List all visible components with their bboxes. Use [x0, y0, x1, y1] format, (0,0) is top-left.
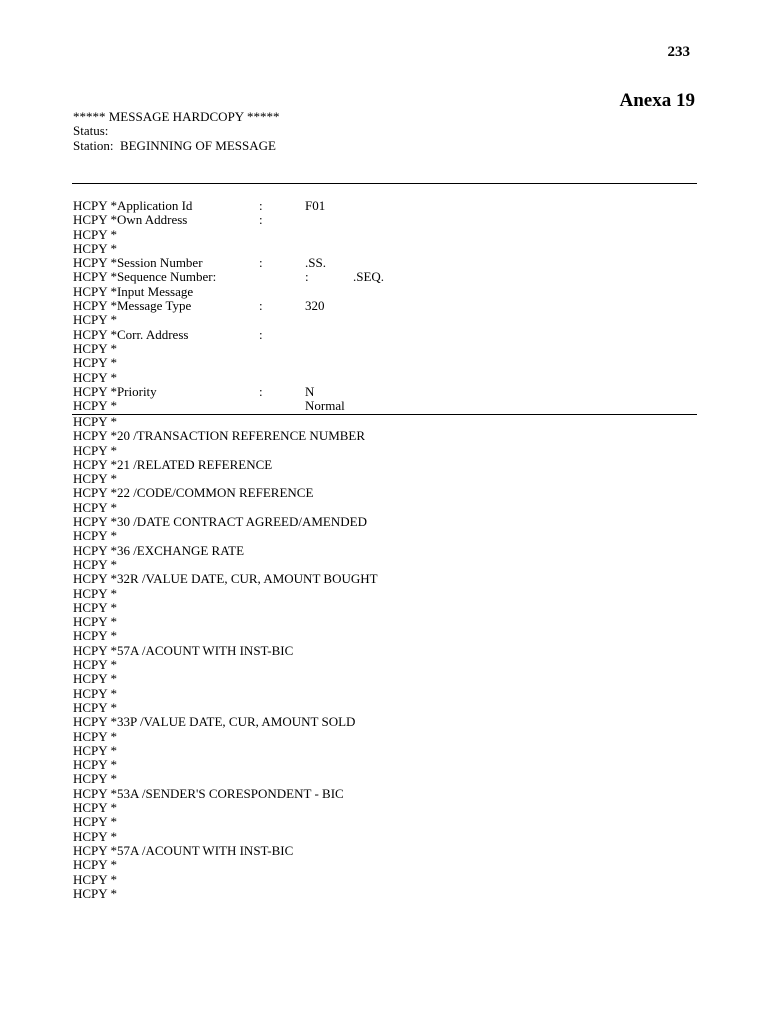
field-label: HCPY * — [73, 369, 117, 385]
field-colon: : — [259, 298, 263, 314]
station-line: Station: BEGINNING OF MESSAGE — [73, 137, 276, 153]
body-line: HCPY * — [73, 628, 117, 644]
top-divider — [72, 183, 697, 184]
field-colon: : — [259, 326, 263, 342]
body-line: HCPY * — [73, 471, 117, 487]
body-line: HCPY * — [73, 414, 117, 429]
body-line: HCPY * — [73, 528, 117, 544]
body-line: HCPY *32R /VALUE DATE, CUR, AMOUNT BOUGHT — [73, 571, 378, 587]
field-label: HCPY * — [73, 226, 117, 242]
field-value: : — [305, 269, 309, 285]
field-value-secondary: .SEQ. — [353, 269, 385, 285]
field-value: .SS. — [305, 255, 326, 271]
body-line: HCPY * — [73, 671, 117, 687]
status-line: Status: — [73, 123, 109, 139]
field-label: HCPY *Sequence Number: — [73, 269, 217, 285]
field-label: HCPY *Application Id — [73, 198, 193, 213]
field-label: HCPY *Input Message — [73, 283, 194, 299]
body-line: HCPY *30 /DATE CONTRACT AGREED/AMENDED — [73, 514, 367, 530]
field-label: HCPY *Session Number — [73, 255, 203, 271]
body-line: HCPY * — [73, 857, 117, 873]
field-value: N — [305, 383, 315, 399]
field-label: HCPY * — [73, 398, 117, 414]
body-line: HCPY * — [73, 614, 117, 630]
body-line: HCPY * — [73, 699, 117, 715]
field-label: HCPY *Priority — [73, 383, 157, 399]
body-line: HCPY * — [73, 742, 117, 758]
body-line: HCPY *53A /SENDER'S CORESPONDENT - BIC — [73, 785, 344, 801]
body-line: HCPY * — [73, 728, 117, 744]
body-line: HCPY *57A /ACOUNT WITH INST-BIC — [73, 642, 294, 658]
field-label: HCPY *Corr. Address — [73, 326, 189, 342]
body-line: HCPY * — [73, 800, 117, 816]
field-label: HCPY *Own Address — [73, 212, 188, 228]
body-line: HCPY *21 /RELATED REFERENCE — [73, 456, 273, 472]
body-line: HCPY * — [73, 757, 117, 773]
body-line: HCPY * — [73, 685, 117, 701]
body-line: HCPY * — [73, 885, 117, 901]
page-number: 233 — [667, 44, 690, 60]
field-label: HCPY * — [73, 355, 117, 371]
field-colon: : — [259, 198, 263, 213]
body-line: HCPY * — [73, 814, 117, 830]
body-line: HCPY *22 /CODE/COMMON REFERENCE — [73, 485, 314, 501]
body-line: HCPY * — [73, 871, 117, 887]
field-value: Normal — [305, 398, 345, 414]
annex-title: Anexa 19 — [619, 90, 695, 111]
body-line: HCPY *20 /TRANSACTION REFERENCE NUMBER — [73, 428, 366, 444]
body-line: HCPY *57A /ACOUNT WITH INST-BIC — [73, 842, 294, 858]
field-colon: : — [259, 383, 263, 399]
message-header — [73, 110, 279, 153]
body-line: HCPY * — [73, 657, 117, 673]
body-line: HCPY * — [73, 585, 117, 601]
body-line: HCPY * — [73, 599, 117, 615]
body-line: HCPY * — [73, 556, 117, 572]
body-line: HCPY *36 /EXCHANGE RATE — [73, 542, 245, 558]
field-colon: : — [259, 212, 263, 228]
field-label: HCPY *Message Type — [73, 298, 192, 314]
body-line: HCPY * — [73, 771, 117, 787]
body-line: HCPY * — [73, 442, 117, 458]
field-colon: : — [259, 255, 263, 271]
message-body — [73, 415, 378, 901]
body-line: HCPY * — [73, 828, 117, 844]
field-label: HCPY * — [73, 312, 117, 328]
field-value: F01 — [305, 198, 326, 213]
field-label: HCPY * — [73, 240, 117, 256]
body-line: HCPY *33P /VALUE DATE, CUR, AMOUNT SOLD — [73, 714, 356, 730]
body-line: HCPY * — [73, 499, 117, 515]
field-value: 320 — [305, 298, 325, 314]
field-label: HCPY * — [73, 340, 117, 356]
hardcopy-banner: ***** MESSAGE HARDCOPY ***** — [73, 109, 280, 124]
